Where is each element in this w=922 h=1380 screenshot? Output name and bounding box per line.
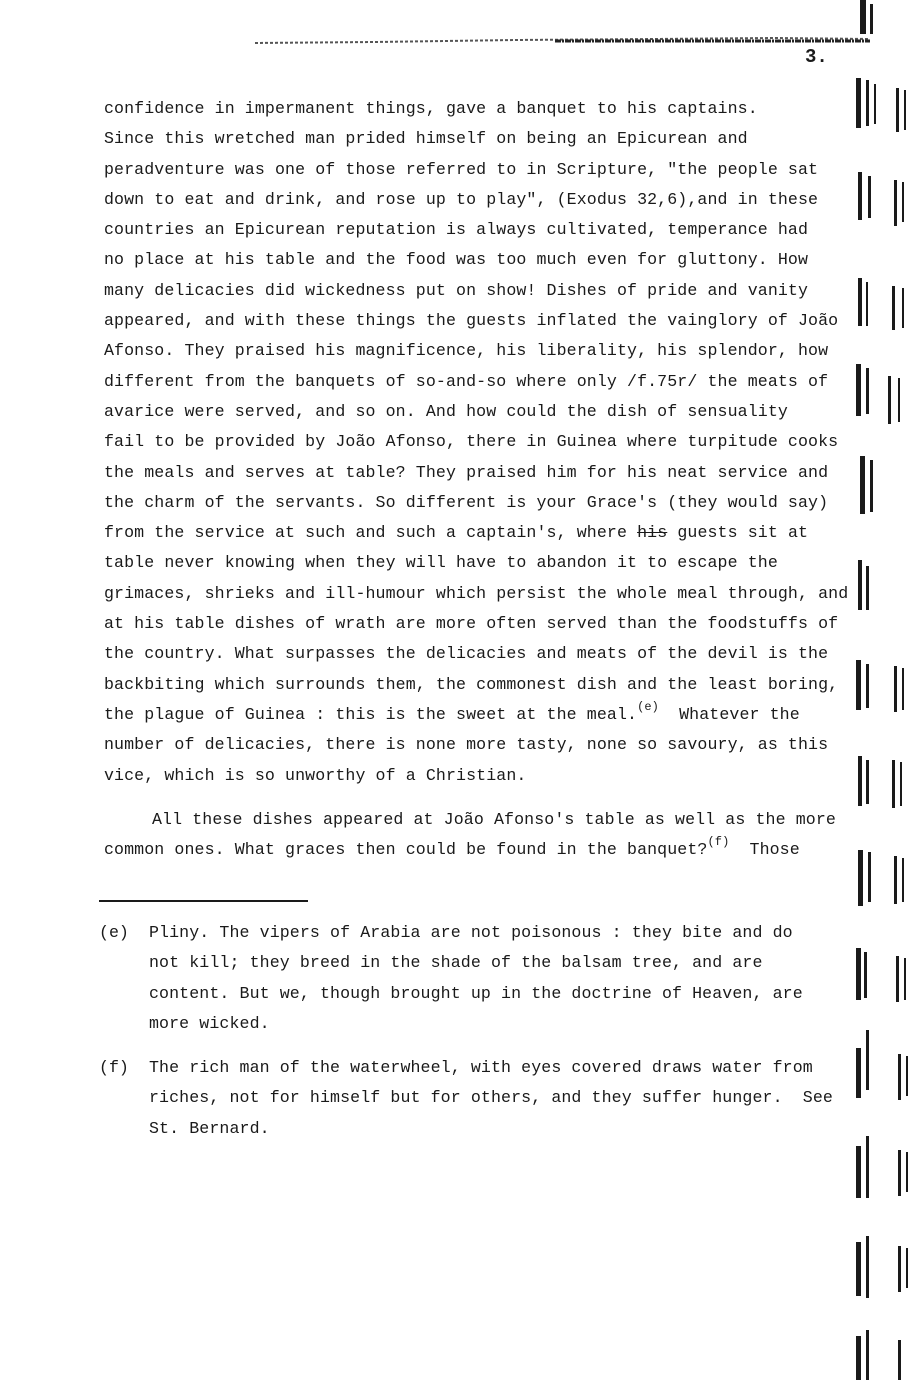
text-line: Afonso. They praised his magnificence, his liberality, his splendor, how: [104, 341, 829, 361]
worn-top-edge: [255, 34, 870, 48]
text-line: table never knowing when they will have to abandon it to escape the: [104, 553, 778, 573]
footnote-line: not kill; they breed in the shade of the balsam tree, and are: [149, 953, 763, 973]
footnote-marker: (e): [99, 923, 129, 942]
text-segment: guests sit at: [667, 523, 809, 543]
text-line: down to eat and drink, and rose up to play", (Exodus 32,6),and in these: [104, 189, 819, 209]
footnote-line: The rich man of the waterwheel, with eyes covered draws water from: [149, 1058, 813, 1078]
text-line-with-footnote-ref: [104, 700, 864, 730]
text-segment: the plague of Guinea : this is the sweet at the meal.: [104, 704, 638, 724]
footnotes: [99, 918, 864, 1158]
text-line: Since this wretched man prided himself on being an Epicurean and: [104, 129, 748, 149]
text-segment: Those: [729, 840, 800, 860]
text-line: appeared, and with these things the guests inflated the vainglory of João: [104, 311, 839, 331]
text-line: number of delicacies, there is none more tasty, none so savoury, as this: [104, 735, 829, 755]
footnote-line: Pliny. The vipers of Arabia are not poisonous : they bite and do: [149, 923, 793, 942]
footnote-f: [99, 1053, 864, 1144]
text-line: no place at his table and the food was too much even for gluttony. How: [104, 250, 809, 270]
footnote-marker: (f): [99, 1058, 129, 1078]
footnote-line: St. Bernard.: [149, 1118, 270, 1138]
text-line: the country. What surpasses the delicacies and meats of the devil is the: [104, 644, 829, 664]
text-line: peradventure was one of those referred to in Scripture, "the people sat: [104, 159, 819, 179]
text-segment: from the service at such and such a captain's, where: [104, 523, 638, 543]
footnote-line: content. But we, though brought up in the doctrine of Heaven, are: [149, 983, 803, 1003]
text-line: different from the banquets of so-and-so where only /f.75r/ the meats of: [104, 371, 829, 391]
footnote-ref-e: (e): [637, 699, 659, 714]
text-line: the meals and serves at table? They praised him for his neat service and: [104, 462, 829, 482]
footnote-divider: [99, 900, 308, 902]
text-segment: common ones. What graces then could be found in the banquet?: [104, 840, 708, 860]
text-line: the charm of the servants. So different is your Grace's (they would say): [104, 492, 829, 512]
footnote-line: more wicked.: [149, 1013, 270, 1033]
paragraph-2: [104, 805, 864, 866]
text-line: avarice were served, and so on. And how could the dish of sensuality: [104, 401, 788, 421]
text-segment: Whatever the: [658, 704, 800, 724]
text-line: vice, which is so unworthy of a Christian.: [104, 765, 527, 785]
text-line: at his table dishes of wrath are more often served than the foodstuffs of: [104, 614, 839, 634]
text-line: countries an Epicurean reputation is always cultivated, temperance had: [104, 220, 809, 240]
footnote-line: riches, not for himself but for others, and they suffer hunger. See: [149, 1088, 833, 1108]
text-line: backbiting which surrounds them, the commonest dish and the least boring,: [104, 674, 839, 694]
text-line: fail to be provided by João Afonso, there in Guinea where turpitude cooks: [104, 432, 839, 452]
text-line: grimaces, shrieks and ill-humour which persist the whole meal through, and: [104, 583, 849, 603]
text-line: All these dishes appeared at João Afonso's table as well as the more: [152, 809, 836, 829]
text-line: confidence in impermanent things, gave a banquet to his captains.: [104, 99, 758, 118]
body-text: [104, 94, 864, 865]
page-number: 3.: [805, 46, 828, 68]
struck-word: his: [637, 523, 668, 543]
footnote-ref-f: (f): [707, 835, 730, 850]
footnote-e: [99, 918, 864, 1039]
binder-edge-marks: [852, 0, 922, 1380]
text-line: many delicacies did wickedness put on show! Dishes of pride and vanity: [104, 280, 809, 300]
text-line-with-footnote-ref: [104, 835, 864, 865]
paragraph-1: [104, 94, 864, 791]
text-line-with-strikethrough: [104, 518, 864, 548]
